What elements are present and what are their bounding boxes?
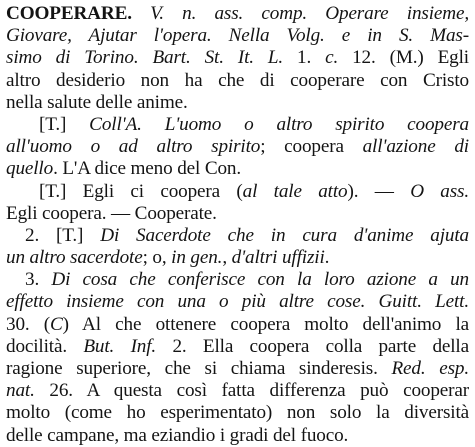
- entry-line: [6, 114, 469, 136]
- entry-line: [6, 380, 469, 402]
- entry-text: delle campane, ma eziandio i gradi del fuoco.: [6, 424, 349, 446]
- entry-text: quello: [6, 158, 54, 180]
- entry-line: [6, 181, 469, 203]
- entry-text: ; coopera: [260, 136, 363, 158]
- entry-text: Giovare, Ajutar l'opera. Nella Volg. e in S. Mas-: [6, 25, 469, 47]
- entry-text: Di Sacerdote che in cura d'anime ajuta: [100, 224, 469, 246]
- entry-text: 26. A questa così fatta differenza può cooperar: [34, 380, 469, 402]
- entry-text: V. n. ass. comp. Operare insieme,: [150, 3, 469, 24]
- entry-line: [6, 70, 469, 92]
- entry-text: [T.] Egli ci coopera (: [39, 180, 243, 202]
- entry-text: nella salute delle anime.: [6, 91, 188, 113]
- entry-line: [6, 247, 469, 269]
- entry-text: in gen.: [171, 247, 223, 269]
- entry-line: [6, 269, 469, 291]
- entry-line: [6, 336, 469, 358]
- entry-text: But. Inf.: [83, 335, 157, 357]
- entry-text: . L'A dice meno del Con.: [53, 158, 242, 180]
- entry-text: .: [324, 247, 330, 269]
- entry-line: [6, 3, 469, 25]
- entry-text: Red. esp.: [391, 358, 469, 379]
- entry-text: ). —: [347, 180, 411, 202]
- entry-text: c.: [325, 47, 339, 69]
- entry-line: [6, 158, 469, 180]
- entry-text: altro desiderio non ha che di cooperare con Cristo: [6, 69, 469, 91]
- entry-line: [6, 47, 469, 69]
- entry-text: 2. [T.]: [25, 224, 101, 246]
- entry-text: C: [50, 313, 63, 335]
- entry-text: [132, 3, 150, 24]
- entry-text: Di cosa che conferisce con la loro azione a un: [51, 269, 469, 291]
- entry-line: [6, 291, 469, 313]
- entry-text: 1.: [283, 47, 326, 69]
- entry-text: [T.]: [39, 113, 90, 135]
- entry-line: [6, 225, 469, 247]
- entry-text: O ass.: [410, 180, 469, 202]
- entry-line: [6, 314, 469, 336]
- entry-line: [6, 358, 469, 380]
- entry-text: 30. (: [6, 313, 50, 335]
- entry-text: ) Al che ottenere coopera molto dell'animo la: [62, 313, 469, 335]
- entry-line: [6, 25, 469, 47]
- entry-text: effetto insieme con una o più altre cose. Guitt. Lett.: [6, 291, 469, 313]
- entry-text: Coll'A. L'uomo o altro spirito coopera: [89, 113, 469, 135]
- entry-text: un altro sacerdote: [6, 247, 143, 269]
- entry-text: 2. Ella coopera colla parte della: [156, 335, 469, 357]
- entry-text: al tale atto: [242, 180, 348, 202]
- entry-text: all'uomo o ad altro spirito: [6, 136, 261, 158]
- entry-line: [6, 203, 469, 225]
- entry-text: docilità.: [6, 335, 84, 357]
- entry-line: [6, 402, 469, 424]
- dictionary-entry-cooperare: [6, 3, 469, 447]
- entry-text: ; o,: [142, 247, 172, 269]
- entry-text: molto (come ho esperimentato) non solo la diversità: [6, 402, 469, 424]
- entry-text: simo di Torino. Bart. St. It. L.: [6, 47, 284, 69]
- entry-line: [6, 136, 469, 158]
- entry-line: [6, 425, 469, 447]
- entry-text: d'altri uffizii: [231, 247, 325, 269]
- entry-text: ,: [222, 247, 232, 269]
- entry-text: all'azione di: [362, 136, 469, 158]
- entry-text: Egli coopera. — Cooperate.: [6, 202, 217, 224]
- entry-text: 12. (M.) Egli: [338, 47, 469, 69]
- entry-text: 3.: [25, 269, 52, 291]
- entry-text: nat.: [6, 380, 35, 402]
- entry-text: ragione superiore, che si chiama sinderesis.: [6, 358, 392, 379]
- entry-line: [6, 92, 469, 114]
- entry-headword: COOPERARE.: [6, 3, 132, 24]
